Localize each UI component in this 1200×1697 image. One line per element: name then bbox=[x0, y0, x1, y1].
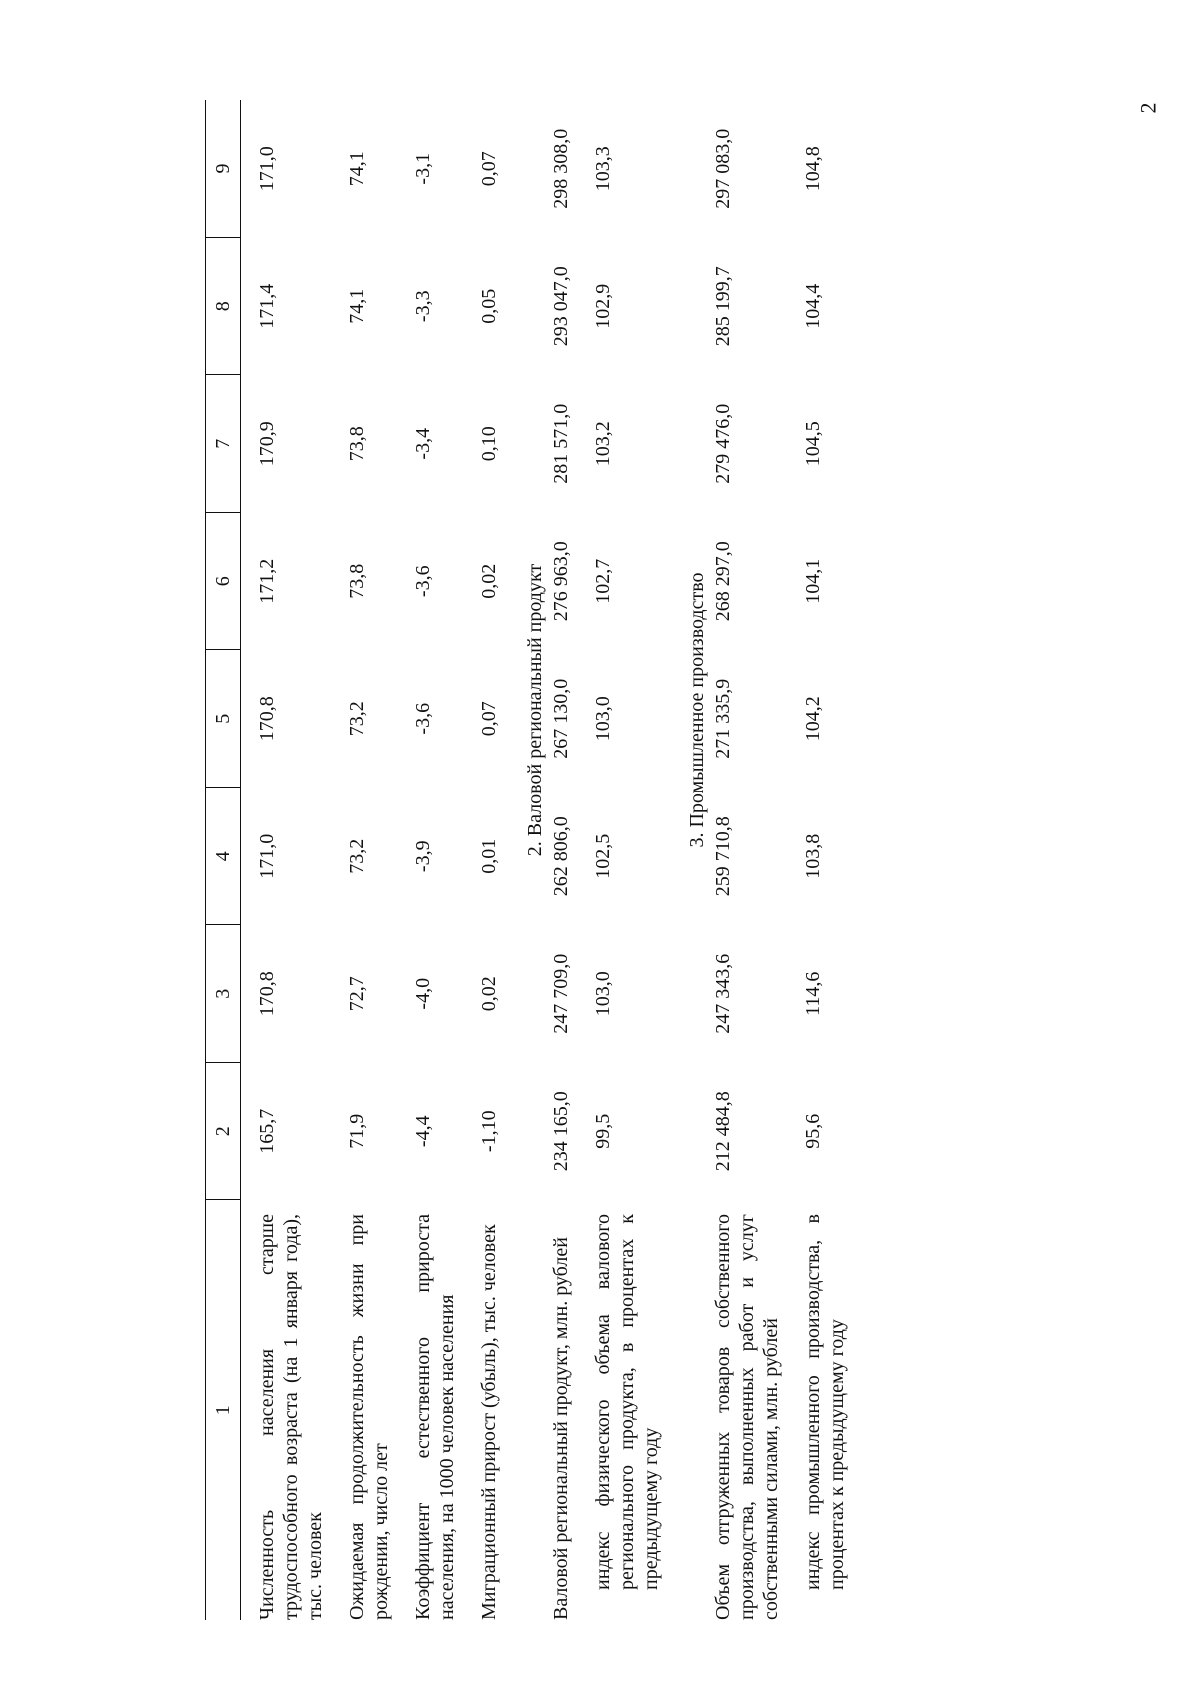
table-cell: 104,1 bbox=[802, 558, 824, 604]
row-label: Объем отгруженных товаров собственного производства, выполненных работ и услуг собственными силами, млн. рублей bbox=[712, 1214, 782, 1620]
table-cell: 73,8 bbox=[346, 563, 368, 599]
table-row bbox=[241, 100, 346, 1620]
table-cell: 0,01 bbox=[478, 838, 500, 874]
table-cell: 171,0 bbox=[256, 146, 278, 192]
table-cell: 95,6 bbox=[802, 1113, 824, 1149]
table-cell: 293 047,0 bbox=[550, 266, 572, 347]
table-cell: 247 343,6 bbox=[712, 953, 734, 1034]
table-cell: 103,2 bbox=[592, 421, 614, 467]
table-cell: -3,3 bbox=[412, 290, 434, 323]
table-cell: 103,8 bbox=[802, 833, 824, 879]
table-row bbox=[549, 100, 591, 1620]
section-heading-row bbox=[681, 100, 711, 1620]
table-cell: 73,2 bbox=[346, 701, 368, 737]
table-cell: 279 476,0 bbox=[712, 403, 734, 484]
row-label: Численность населения старше трудоспособного возраста (на 1 января года), тыс. человек bbox=[256, 1214, 326, 1620]
table-cell: 171,4 bbox=[256, 283, 278, 329]
page-number: 2 bbox=[1135, 102, 1161, 114]
row-label: Миграционный прирост (убыль), тыс. человек bbox=[478, 1224, 500, 1620]
row-label: Коэффициент естественного прироста населения, на 1000 человек населения bbox=[412, 1214, 458, 1620]
table-cell: 103,0 bbox=[592, 971, 614, 1017]
table-cell: 73,8 bbox=[346, 426, 368, 462]
table-cell: 247 709,0 bbox=[550, 953, 572, 1034]
column-header: 2 bbox=[206, 1063, 241, 1201]
table-cell: 297 083,0 bbox=[712, 128, 734, 209]
table-cell: 0,10 bbox=[478, 426, 500, 462]
table-cell: 298 308,0 bbox=[550, 128, 572, 209]
section-heading-row bbox=[519, 100, 549, 1620]
table-cell: 104,8 bbox=[802, 146, 824, 192]
section-heading: 3. Промышленное производство bbox=[686, 572, 708, 848]
table-body bbox=[241, 100, 868, 1620]
table-cell: -3,6 bbox=[412, 702, 434, 735]
column-header: 1 bbox=[206, 1200, 241, 1620]
table-cell: 74,1 bbox=[346, 288, 368, 324]
table-cell: 103,3 bbox=[592, 146, 614, 192]
table-cell: 267 130,0 bbox=[550, 678, 572, 759]
table-cell: 102,7 bbox=[592, 558, 614, 604]
table-row bbox=[345, 100, 411, 1620]
table-cell: 170,8 bbox=[256, 971, 278, 1017]
column-header: 8 bbox=[206, 238, 241, 376]
column-header: 9 bbox=[206, 100, 241, 238]
table-cell: 170,8 bbox=[256, 696, 278, 742]
table-cell: 71,9 bbox=[346, 1113, 368, 1149]
table-cell: 165,7 bbox=[256, 1108, 278, 1154]
table-cell: 103,0 bbox=[592, 696, 614, 742]
row-label: Ожидаемая продолжительность жизни при рождении, число лет bbox=[346, 1214, 392, 1620]
table-cell: 0,07 bbox=[478, 701, 500, 737]
table-cell: 0,05 bbox=[478, 288, 500, 324]
column-header: 3 bbox=[206, 925, 241, 1063]
table-row bbox=[477, 100, 519, 1620]
table-cell: 170,9 bbox=[256, 421, 278, 467]
table-cell: 73,2 bbox=[346, 838, 368, 874]
table-cell: 234 165,0 bbox=[550, 1091, 572, 1172]
table-cell: -1,10 bbox=[478, 1110, 500, 1153]
row-label: индекс физического объема валового регионального продукта, в процентах к предыдущему году bbox=[592, 1214, 662, 1590]
table-cell: -3,1 bbox=[412, 152, 434, 185]
column-header: 4 bbox=[206, 788, 241, 926]
table-cell: 268 297,0 bbox=[712, 541, 734, 622]
table-cell: 0,02 bbox=[478, 563, 500, 599]
table-cell: 114,6 bbox=[802, 971, 824, 1016]
table-cell: 271 335,9 bbox=[712, 678, 734, 759]
row-label: индекс промышленного производства, в процентах к предыдущему году bbox=[802, 1214, 848, 1590]
table-cell: 104,2 bbox=[802, 696, 824, 742]
table-cell: -3,4 bbox=[412, 427, 434, 460]
column-number-header bbox=[206, 100, 241, 1620]
table-cell: 0,02 bbox=[478, 976, 500, 1012]
table-cell: 171,0 bbox=[256, 833, 278, 879]
section-heading: 2. Валовой региональный продукт bbox=[524, 563, 546, 857]
column-header: 6 bbox=[206, 513, 241, 651]
table-cell: 0,07 bbox=[478, 151, 500, 187]
table-cell: 171,2 bbox=[256, 558, 278, 604]
table-row bbox=[591, 100, 681, 1620]
row-label: Валовой региональный продукт, млн. рублей bbox=[550, 1237, 572, 1620]
statistics-table bbox=[205, 100, 867, 1620]
table-cell: -4,4 bbox=[412, 1115, 434, 1148]
table-cell: -3,6 bbox=[412, 565, 434, 598]
table-row bbox=[711, 100, 801, 1620]
table-cell: 72,7 bbox=[346, 976, 368, 1012]
table-cell: 262 806,0 bbox=[550, 816, 572, 897]
table-cell: 74,1 bbox=[346, 151, 368, 187]
table-cell: 99,5 bbox=[592, 1113, 614, 1149]
table-cell: 102,5 bbox=[592, 833, 614, 879]
table-cell: 212 484,8 bbox=[712, 1091, 734, 1172]
table-cell: 281 571,0 bbox=[550, 403, 572, 484]
table-cell: 104,5 bbox=[802, 421, 824, 467]
rotated-table-container bbox=[205, 100, 1015, 1620]
table-cell: 104,4 bbox=[802, 283, 824, 329]
table-cell: 285 199,7 bbox=[712, 266, 734, 347]
table-cell: -4,0 bbox=[412, 977, 434, 1010]
table-cell: 102,9 bbox=[592, 283, 614, 329]
column-header: 5 bbox=[206, 650, 241, 788]
table-cell: 259 710,8 bbox=[712, 816, 734, 897]
table-row bbox=[411, 100, 477, 1620]
table-row bbox=[801, 100, 867, 1620]
table-cell: -3,9 bbox=[412, 840, 434, 873]
column-header: 7 bbox=[206, 375, 241, 513]
table-cell: 276 963,0 bbox=[550, 541, 572, 622]
